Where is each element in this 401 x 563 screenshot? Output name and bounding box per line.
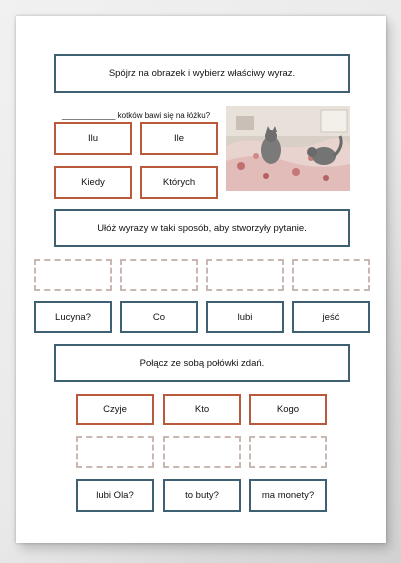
match-start-kto[interactable]: Kto: [163, 394, 241, 425]
cats-photo: [226, 106, 350, 191]
choice-ilu[interactable]: Ilu: [54, 122, 132, 155]
word-tile-lucyna[interactable]: Lucyna?: [34, 301, 112, 333]
match-start-czyje[interactable]: Czyje: [76, 394, 154, 425]
instruction-box-2: Ułóż wyrazy w taki sposób, aby stworzyły pytanie.: [54, 209, 350, 247]
question-text: [62, 111, 210, 120]
cats-on-bed-image: [226, 106, 350, 191]
question-rest: kotków bawi się na łóżku?: [115, 111, 211, 120]
match-end-ma-monety[interactable]: ma monety?: [249, 479, 327, 512]
match-end-lubi-ola[interactable]: lubi Ola?: [76, 479, 154, 512]
match-start-kogo[interactable]: Kogo: [249, 394, 327, 425]
match-slot-1[interactable]: [76, 436, 154, 468]
choice-kiedy[interactable]: Kiedy: [54, 166, 132, 199]
instruction-box-1: Spójrz na obrazek i wybierz właściwy wyraz.: [54, 54, 350, 93]
answer-slot-4[interactable]: [292, 259, 370, 291]
instruction-box-3: Połącz ze sobą połówki zdań.: [54, 344, 350, 382]
match-slot-3[interactable]: [249, 436, 327, 468]
match-end-to-buty[interactable]: to buty?: [163, 479, 241, 512]
choice-ktorych[interactable]: Których: [140, 166, 218, 199]
answer-slot-3[interactable]: [206, 259, 284, 291]
answer-slot-1[interactable]: [34, 259, 112, 291]
answer-slot-2[interactable]: [120, 259, 198, 291]
word-tile-co[interactable]: Co: [120, 301, 198, 333]
word-tile-lubi[interactable]: lubi: [206, 301, 284, 333]
worksheet-page: [16, 16, 386, 543]
word-tile-jesc[interactable]: jeść: [292, 301, 370, 333]
match-slot-2[interactable]: [163, 436, 241, 468]
question-blank: ____________: [62, 111, 116, 120]
choice-ile[interactable]: Ile: [140, 122, 218, 155]
